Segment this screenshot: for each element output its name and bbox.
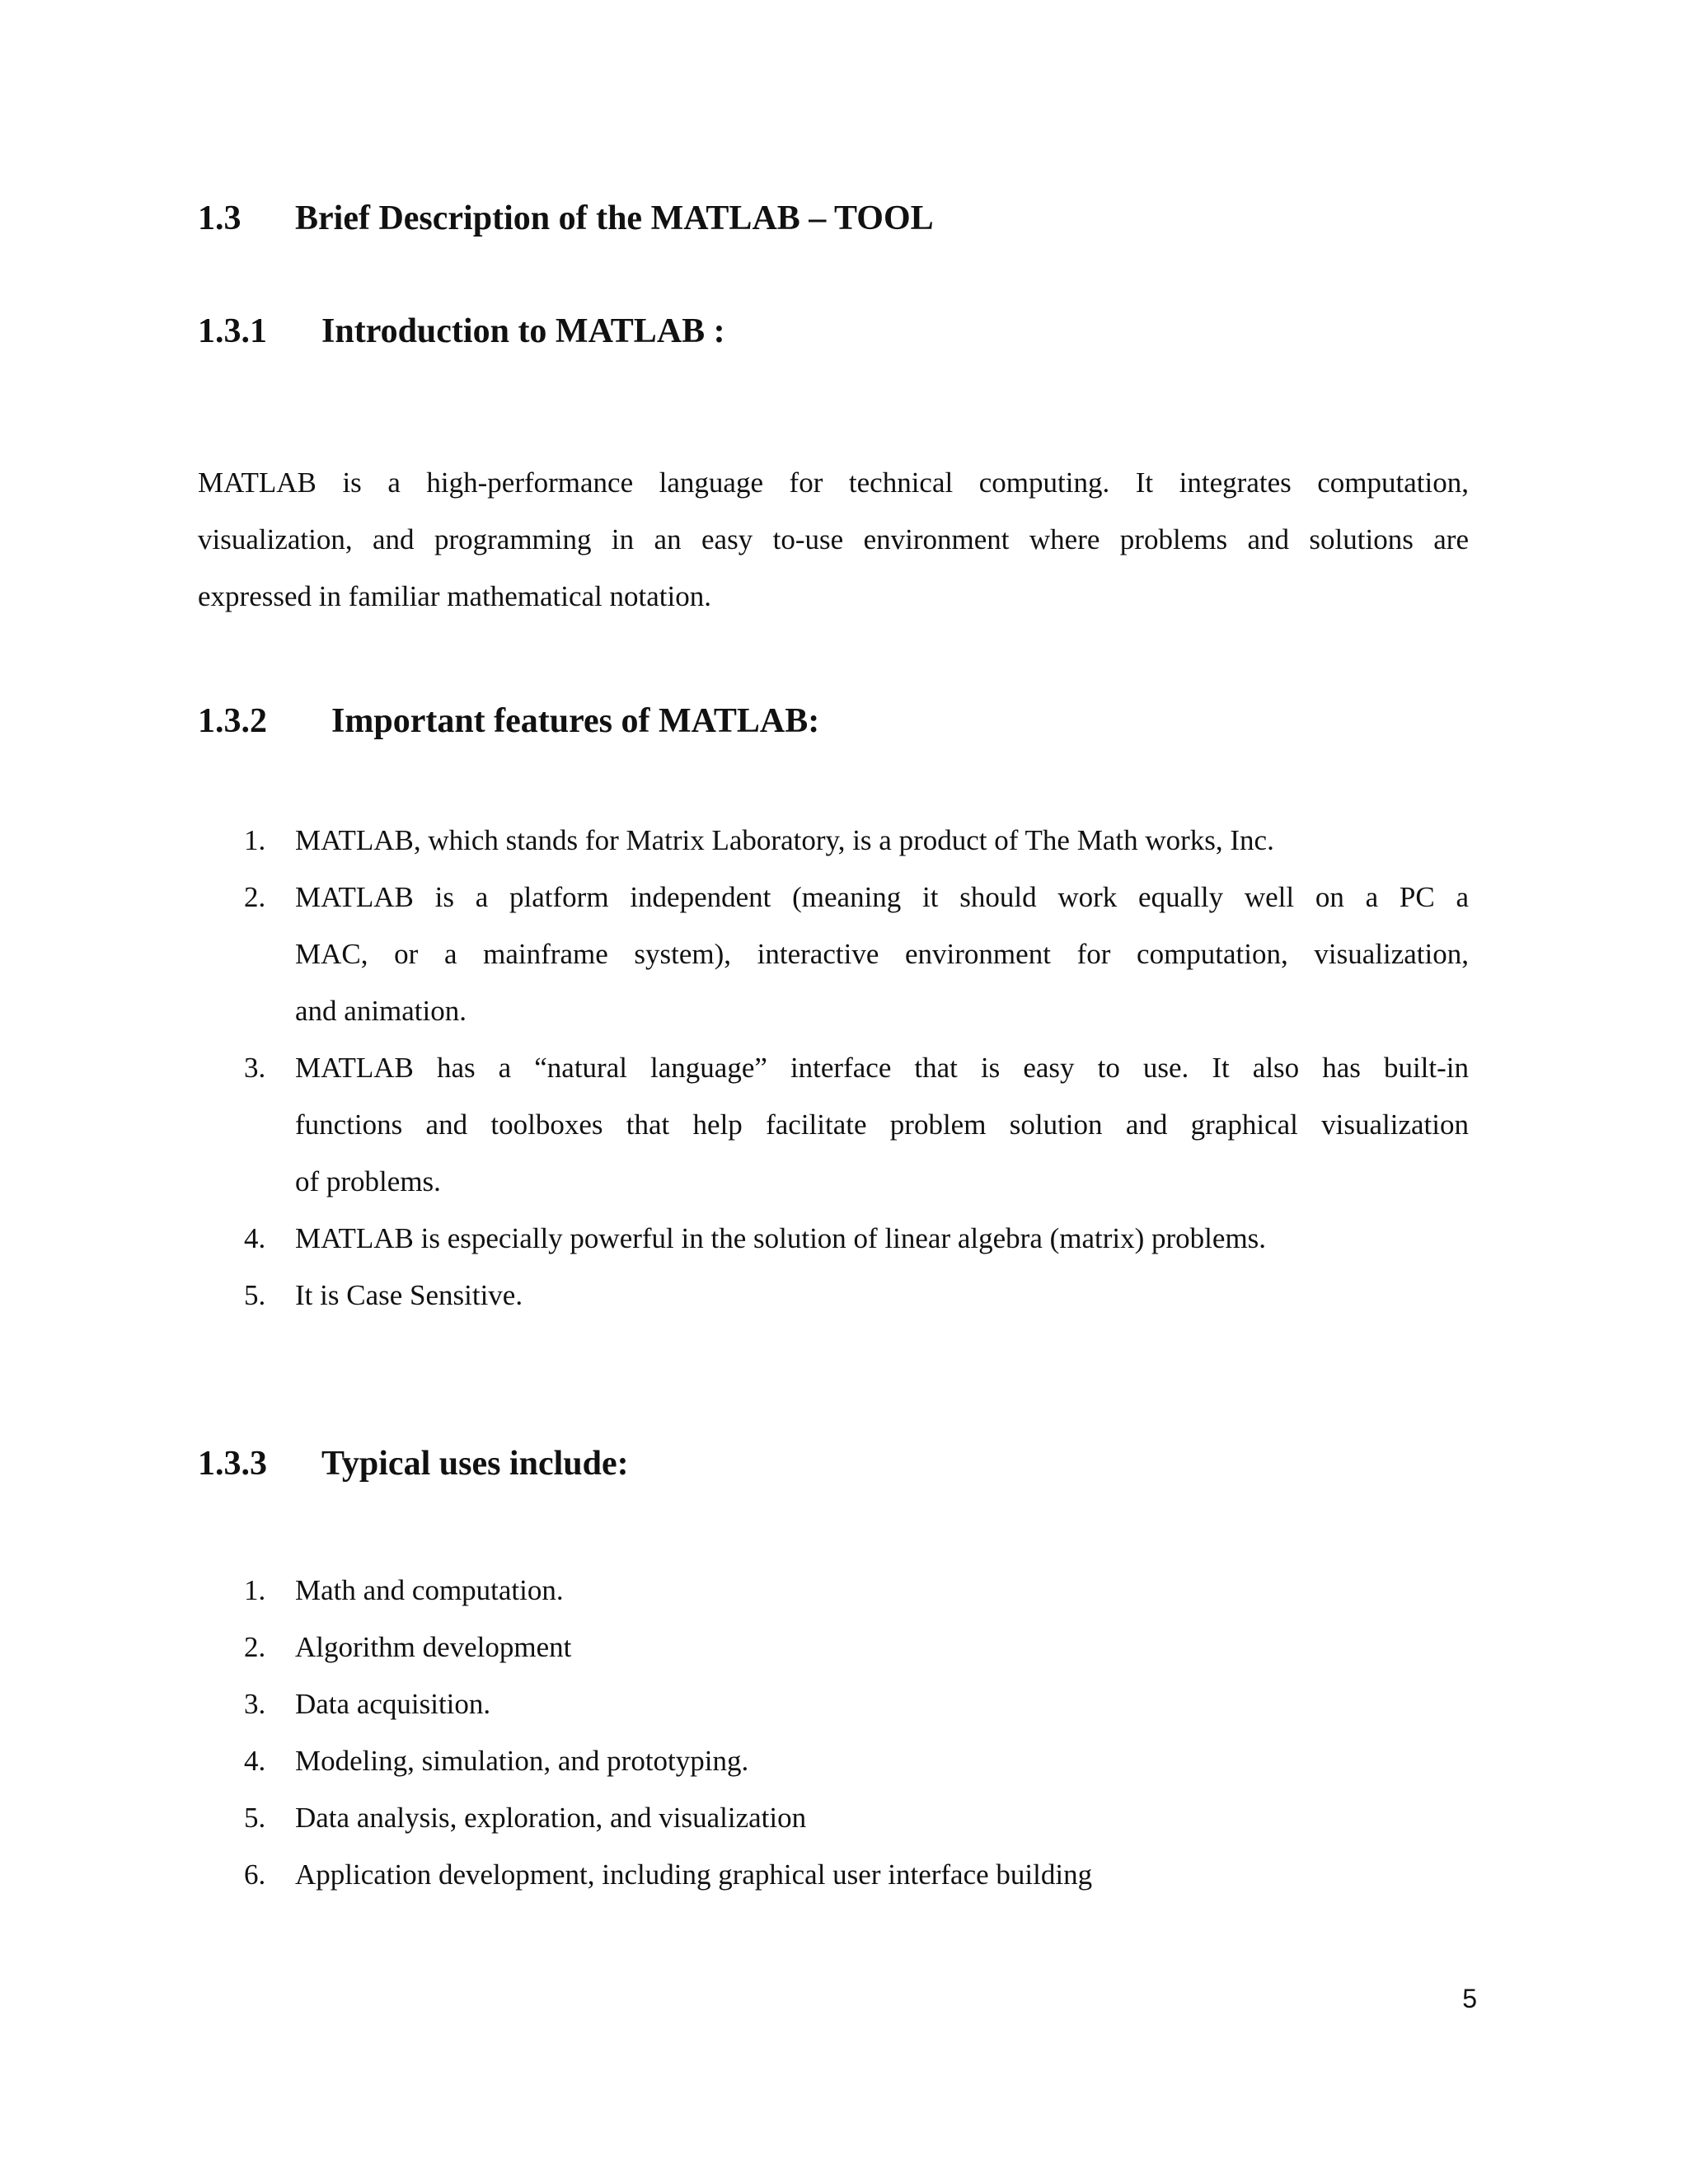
- list-item-number: 2.: [244, 881, 266, 913]
- section-title: Brief Description of the MATLAB – TOOL: [295, 199, 934, 237]
- list-item-text: Algorithm development: [295, 1631, 572, 1663]
- list-item-number: 5.: [244, 1279, 266, 1311]
- list-item-text: MATLAB is especially powerful in the solution of linear algebra (matrix) problems.: [295, 1222, 1267, 1254]
- section-number: 1.3.1: [198, 312, 267, 350]
- section-heading-1-3: [198, 198, 934, 239]
- list-item-text: Modeling, simulation, and prototyping.: [295, 1745, 749, 1777]
- list-item-text: and animation.: [295, 995, 467, 1027]
- section-heading-1-3-1: [198, 311, 725, 352]
- list-item-text: MATLAB is a platform independent (meaning it should work equally well on a PC a: [295, 881, 1469, 913]
- list-item-number: 4.: [244, 1745, 266, 1777]
- section-title: Introduction to MATLAB :: [321, 312, 725, 350]
- section-title: Typical uses include:: [321, 1445, 629, 1483]
- page-number: 5: [1462, 1984, 1477, 2013]
- section-heading-1-3-2: [198, 701, 819, 742]
- intro-paragraph-line: visualization, and programming in an easy to-use environment where problems and solutions are: [198, 523, 1469, 555]
- list-item-number: 6.: [244, 1858, 266, 1891]
- list-item-text: Data acquisition.: [295, 1688, 491, 1720]
- list-item-number: 4.: [244, 1222, 266, 1254]
- section-heading-1-3-3: [198, 1443, 629, 1484]
- list-item-text: It is Case Sensitive.: [295, 1279, 523, 1311]
- section-number: 1.3.3: [198, 1445, 267, 1483]
- list-item-text: Math and computation.: [295, 1574, 564, 1606]
- section-number: 1.3: [198, 199, 241, 237]
- list-item-number: 3.: [244, 1688, 266, 1720]
- list-item-text: of problems.: [295, 1165, 441, 1197]
- list-item-number: 2.: [244, 1631, 266, 1663]
- list-item-number: 3.: [244, 1052, 266, 1084]
- list-item-number: 1.: [244, 824, 266, 856]
- list-item-text: MATLAB, which stands for Matrix Laboratory, is a product of The Math works, Inc.: [295, 824, 1274, 856]
- list-item-text: functions and toolboxes that help facilitate problem solution and graphical visualization: [295, 1108, 1469, 1141]
- section-title: Important features of MATLAB:: [331, 702, 820, 740]
- intro-paragraph-line: MATLAB is a high-performance language for technical computing. It integrates computation,: [198, 466, 1469, 499]
- list-item-text: Application development, including graphical user interface building: [295, 1858, 1093, 1891]
- section-number: 1.3.2: [198, 702, 267, 740]
- list-item-number: 1.: [244, 1574, 266, 1606]
- list-item-text: MATLAB has a “natural language” interface that is easy to use. It also has built-in: [295, 1052, 1469, 1084]
- list-item-number: 5.: [244, 1802, 266, 1834]
- intro-paragraph-line: expressed in familiar mathematical notation.: [198, 580, 711, 612]
- list-item-text: Data analysis, exploration, and visualization: [295, 1802, 807, 1834]
- list-item-text: MAC, or a mainframe system), interactive environment for computation, visualization,: [295, 938, 1469, 970]
